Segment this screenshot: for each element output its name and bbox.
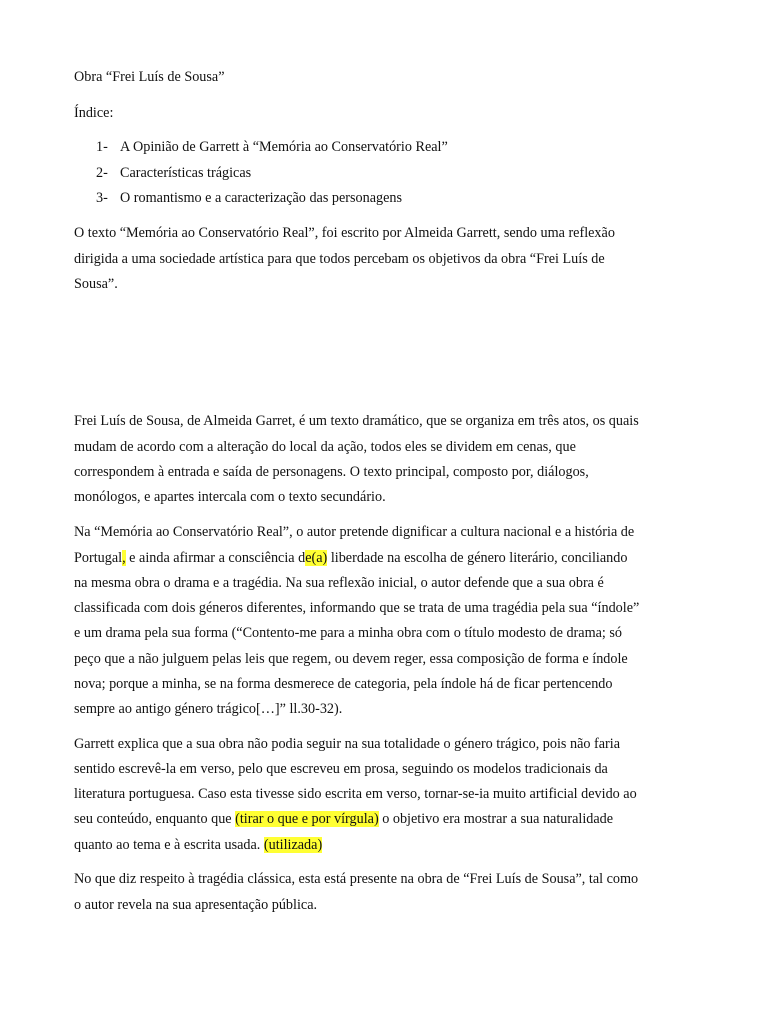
text-line: o autor revela na sua apresentação pública. (74, 897, 318, 913)
index-item (96, 164, 251, 182)
text-run: liberdade na escolha de género literário, conciliando (327, 550, 628, 566)
highlighted-correction: e(a) (305, 550, 328, 566)
text-line: na mesma obra o drama e a tragédia. Na sua reflexão inicial, o autor defende que a sua obra é (74, 575, 604, 591)
index-item-number: 3- (96, 190, 108, 206)
text-run: seu conteúdo, enquanto que (74, 811, 236, 827)
text-run: o objetivo era mostrar a sua naturalidade (378, 811, 614, 827)
index-item-text: A Opinião de Garrett à “Memória ao Conservatório Real” (120, 139, 448, 155)
text-line: correspondem à entrada e saída de personagens. O texto principal, composto por, diálogos, (74, 464, 589, 480)
text-run: Portugal (74, 550, 123, 566)
index-item-text: Características trágicas (120, 165, 252, 181)
text-run: e ainda afirmar a consciência d (125, 550, 306, 566)
index-item-text: O romantismo e a caracterização das personagens (120, 190, 403, 206)
index-item (96, 138, 448, 156)
text-line: monólogos, e apartes intercala com o texto secundário. (74, 489, 386, 505)
text-line (74, 549, 627, 567)
index-item-number: 2- (96, 165, 108, 181)
text-line: mudam de acordo com a alteração do local da ação, todos eles se dividem em cenas, que (74, 439, 576, 455)
text-line (74, 810, 613, 828)
index-item-number: 1- (96, 139, 108, 155)
document-title: Obra “Frei Luís de Sousa” (74, 69, 225, 85)
text-line: Sousa”. (74, 276, 118, 292)
text-line: Na “Memória ao Conservatório Real”, o autor pretende dignificar a cultura nacional e a história de (74, 524, 635, 540)
text-run: quanto ao tema e à escrita usada. (74, 837, 264, 853)
text-line: sentido escrevê-la em verso, pelo que escreveu em prosa, seguindo os modelos tradicionais da (74, 761, 608, 777)
index-label: Índice: (74, 105, 114, 121)
text-line: Garrett explica que a sua obra não podia seguir na sua totalidade o género trágico, pois não faria (74, 736, 621, 752)
text-line: dirigida a uma sociedade artística para que todos percebam os objetivos da obra “Frei Luís de (74, 251, 605, 267)
highlighted-comment: (tirar o que e por vírgula) (235, 811, 379, 827)
text-line: O texto “Memória ao Conservatório Real”, foi escrito por Almeida Garrett, sendo uma reflexão (74, 225, 615, 241)
text-line: No que diz respeito à tragédia clássica, esta está presente na obra de “Frei Luís de Sousa”, tal como (74, 871, 639, 887)
text-line: classificada com dois géneros diferentes, informando que se trata de uma tragédia pela sua “índole” (74, 600, 640, 616)
index-item (96, 189, 402, 207)
highlighted-comma: , (122, 550, 126, 566)
text-line: sempre ao antigo género trágico[…]” ll.30-32). (74, 701, 343, 717)
text-line: e um drama pela sua forma (“Contento-me para a minha obra com o título modesto de drama; só (74, 625, 623, 641)
text-line (74, 836, 322, 854)
text-line: literatura portuguesa. Caso esta tivesse sido escrita em verso, tornar-se-ia muito artificial devido ao (74, 786, 637, 802)
text-line: peço que a não julguem pelas leis que regem, ou devem reger, essa composição de forma e índole (74, 651, 628, 667)
text-line: Frei Luís de Sousa, de Almeida Garret, é um texto dramático, que se organiza em três atos, os quais (74, 413, 639, 429)
text-line: nova; porque a minha, se na forma desmerece de categoria, pela índole há de ficar pertencendo (74, 676, 613, 692)
highlighted-comment: (utilizada) (263, 837, 323, 853)
